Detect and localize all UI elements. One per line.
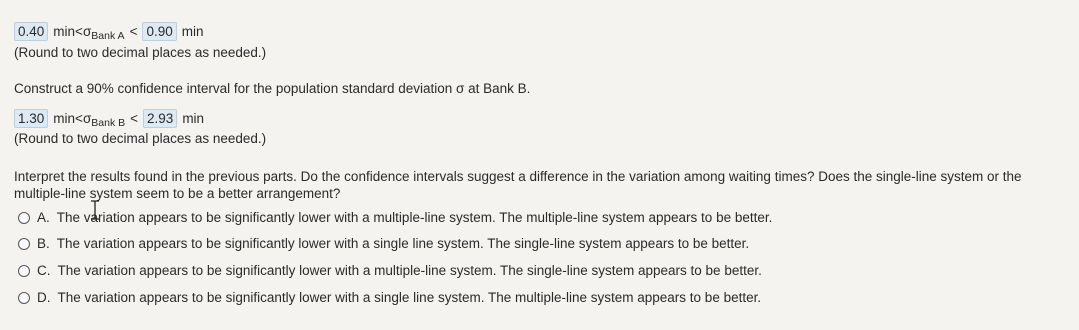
bank-b-interval bbox=[14, 109, 204, 128]
option-d-letter: D. bbox=[37, 290, 51, 305]
bank-b-round-note: (Round to two decimal places as needed.) bbox=[14, 131, 267, 146]
option-b-text: The variation appears to be significantly lower with a single line system. The single-line system appears to be better. bbox=[56, 236, 750, 251]
option-d[interactable] bbox=[18, 290, 761, 305]
bank-b-upper-input[interactable]: 2.93 bbox=[143, 109, 177, 128]
option-c[interactable] bbox=[18, 263, 762, 278]
option-c-text: The variation appears to be significantly lower with a multiple-line system. The single-line system appears to be better. bbox=[57, 263, 762, 278]
radio-a[interactable] bbox=[18, 212, 30, 224]
bank-b-less-than-right: < bbox=[130, 111, 139, 126]
bank-a-unit-right: min bbox=[181, 24, 204, 39]
bank-b-unit-left: min bbox=[53, 111, 76, 126]
interpret-question: Interpret the results found in the previous parts. Do the confidence intervals suggest a difference in the variation among waiting times? Does the single-line system or the multiple-line system seem to be a better arrangement? bbox=[14, 169, 1022, 201]
bank-a-subscript: Bank A bbox=[91, 29, 125, 42]
option-a[interactable] bbox=[18, 210, 772, 225]
radio-c[interactable] bbox=[18, 265, 30, 277]
bank-a-unit-left: min bbox=[53, 24, 76, 39]
option-b[interactable] bbox=[18, 236, 749, 251]
bank-a-less-than-right: < bbox=[129, 24, 138, 39]
radio-d[interactable] bbox=[18, 292, 30, 304]
bank-b-less-than-left: < bbox=[75, 111, 83, 126]
bank-b-question: Construct a 90% confidence interval for the population standard deviation σ at Bank B. bbox=[14, 81, 531, 96]
bank-a-upper-input[interactable]: 0.90 bbox=[142, 22, 176, 41]
bank-a-round-note: (Round to two decimal places as needed.) bbox=[14, 45, 267, 60]
radio-b[interactable] bbox=[18, 238, 30, 250]
bank-a-interval bbox=[14, 22, 204, 41]
bank-b-unit-right: min bbox=[182, 111, 205, 126]
bank-b-lower-input[interactable]: 1.30 bbox=[14, 109, 48, 128]
bank-a-lower-input[interactable]: 0.40 bbox=[14, 22, 48, 41]
text-cursor-icon bbox=[89, 200, 101, 220]
option-b-letter: B. bbox=[37, 236, 50, 251]
bank-b-subscript: Bank B bbox=[91, 116, 126, 129]
option-a-text: The variation appears to be significantly lower with a multiple-line system. The multiple-line system appears to be better. bbox=[56, 210, 773, 225]
bank-b-sigma: σ bbox=[82, 111, 92, 126]
option-a-letter: A. bbox=[37, 210, 50, 225]
option-c-letter: C. bbox=[37, 263, 51, 278]
option-d-text: The variation appears to be significantly lower with a single line system. The multiple-line system appears to be better. bbox=[57, 290, 762, 305]
bank-a-sigma: σ bbox=[82, 24, 92, 39]
bank-a-less-than-left: < bbox=[75, 24, 83, 39]
